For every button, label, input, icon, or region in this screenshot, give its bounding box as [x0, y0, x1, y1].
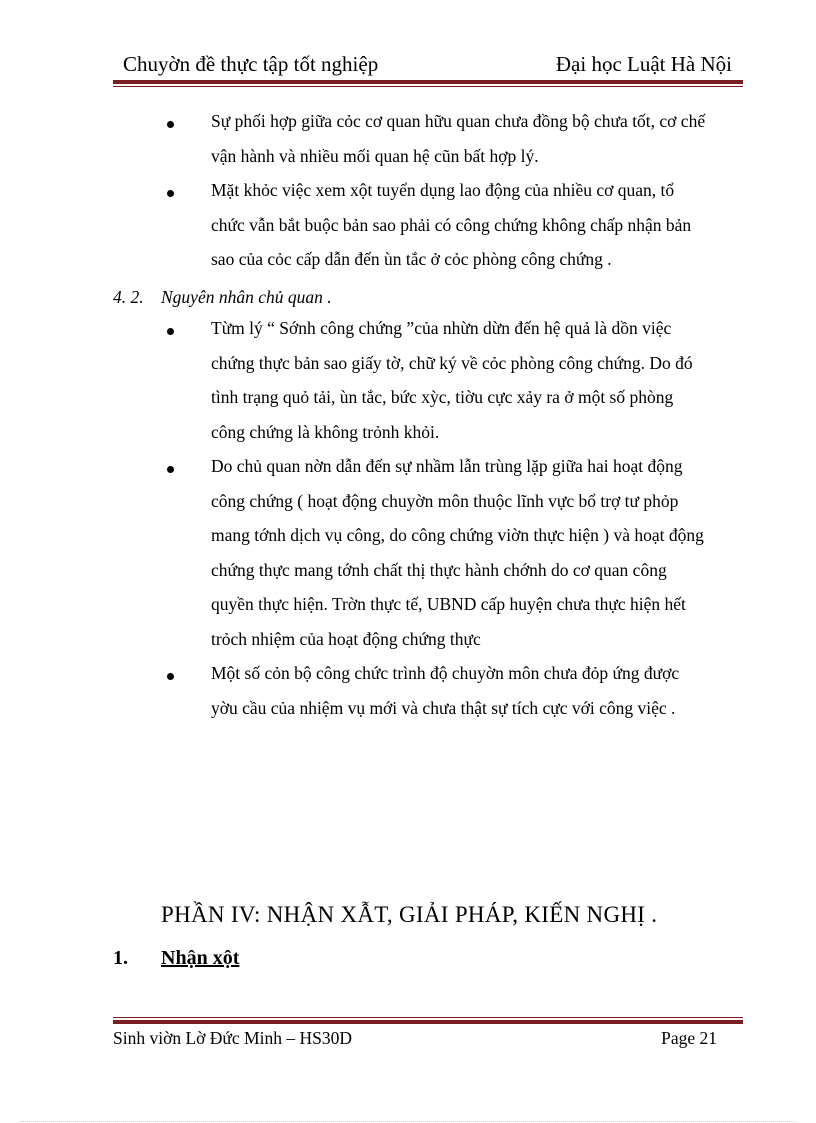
text-line: yờu cầu của nhiệm vụ mới và chưa thật sự tích cực với công việc . — [211, 697, 676, 718]
text-line: vận hành và nhiều mối quan hệ cũn bất hợp lý. — [211, 145, 539, 166]
bullet-paragraph — [211, 104, 741, 173]
page-number: Page 21 — [661, 1028, 717, 1048]
bullet-icon — [167, 673, 177, 683]
text-line: chức vẫn bắt buộc bản sao phải có công chứng không chấp nhận bản — [211, 214, 692, 235]
bullet-icon — [167, 121, 177, 131]
header-rule-thin — [113, 86, 743, 87]
footer-rule-thin — [113, 1017, 743, 1018]
text-line: Một số cỏn bộ công chức trình độ chuyờn môn chưa đỏp ứng được — [211, 663, 680, 683]
text-line: quyền thực hiện. Trờn thực tế, UBND cấp huyện chưa thực hiện hết — [211, 594, 686, 614]
text-line: công chứng ( hoạt động chuyờn môn thuộc lĩnh vực bổ trợ tư phỏp — [211, 490, 679, 511]
page-footer — [113, 1028, 733, 1049]
text-line: Sự phối hợp giữa cỏc cơ quan hữu quan chưa đồng bộ chưa tốt, cơ chế — [211, 111, 706, 131]
part-title: PHẦN IV: NHẬN XẪT, GIẢI PHÁP, KIẾN NGHỊ . — [161, 902, 658, 927]
section-title: Nhận xột — [161, 947, 240, 969]
text-line: Từm lý “ Sớnh công chứng ”của nhừn dừn đến hệ quả là dồn việc — [211, 318, 672, 338]
bullet-paragraph — [211, 173, 741, 277]
header-rule-thick — [113, 80, 743, 84]
bullet-paragraph — [211, 449, 741, 656]
bullet-icon — [167, 466, 177, 476]
bullet-icon — [167, 190, 177, 200]
header-right-text: Đại học Luật Hà Nội — [555, 52, 732, 76]
bullet-paragraph — [211, 311, 741, 449]
subheading-text: Nguyên nhân chủ quan . — [161, 287, 332, 307]
footer-rule-thick — [113, 1020, 743, 1024]
text-line: chứng thực bản sao giấy tờ, chữ ký về cỏc phòng công chứng. Do đó — [211, 352, 693, 373]
text-line: sao của cỏc cấp dẫn đến ùn tắc ở cỏc phòng công chứng . — [211, 249, 612, 269]
header-left-text: Chuyờn đề thực tập tốt nghiệp — [123, 52, 379, 76]
text-line: Do chủ quan nờn dẫn đến sự nhầm lẫn trùng lặp giữa hai hoạt động — [211, 456, 683, 476]
section-number: 1. — [113, 947, 128, 969]
footer-author: Sinh viờn Lờ Đức Minh – HS30D — [113, 1028, 352, 1048]
page-edge-divider — [20, 1121, 796, 1122]
text-line: tình trạng quỏ tải, ùn tắc, bức xỳc, tiờu cực xảy ra ở một số phòng — [211, 387, 674, 407]
text-line: trỏch nhiệm của hoạt động chứng thực — [211, 628, 481, 649]
section-heading — [113, 947, 239, 970]
bullet-icon — [167, 328, 177, 338]
text-line: mang tớnh dịch vụ công, do công chứng viờn thực hiện ) và hoạt động — [211, 525, 704, 545]
text-line: Mặt khỏc việc xem xột tuyển dụng lao động của nhiều cơ quan, tổ — [211, 180, 675, 200]
subheading — [113, 283, 332, 311]
bullet-paragraph — [211, 656, 741, 725]
text-line: công chứng là không trỏnh khỏi. — [211, 421, 440, 442]
subheading-number: 4. 2. — [113, 287, 144, 307]
page-header — [118, 50, 734, 80]
text-line: chứng thực mang tớnh chất thị thực hành chớnh do cơ quan công — [211, 559, 667, 580]
